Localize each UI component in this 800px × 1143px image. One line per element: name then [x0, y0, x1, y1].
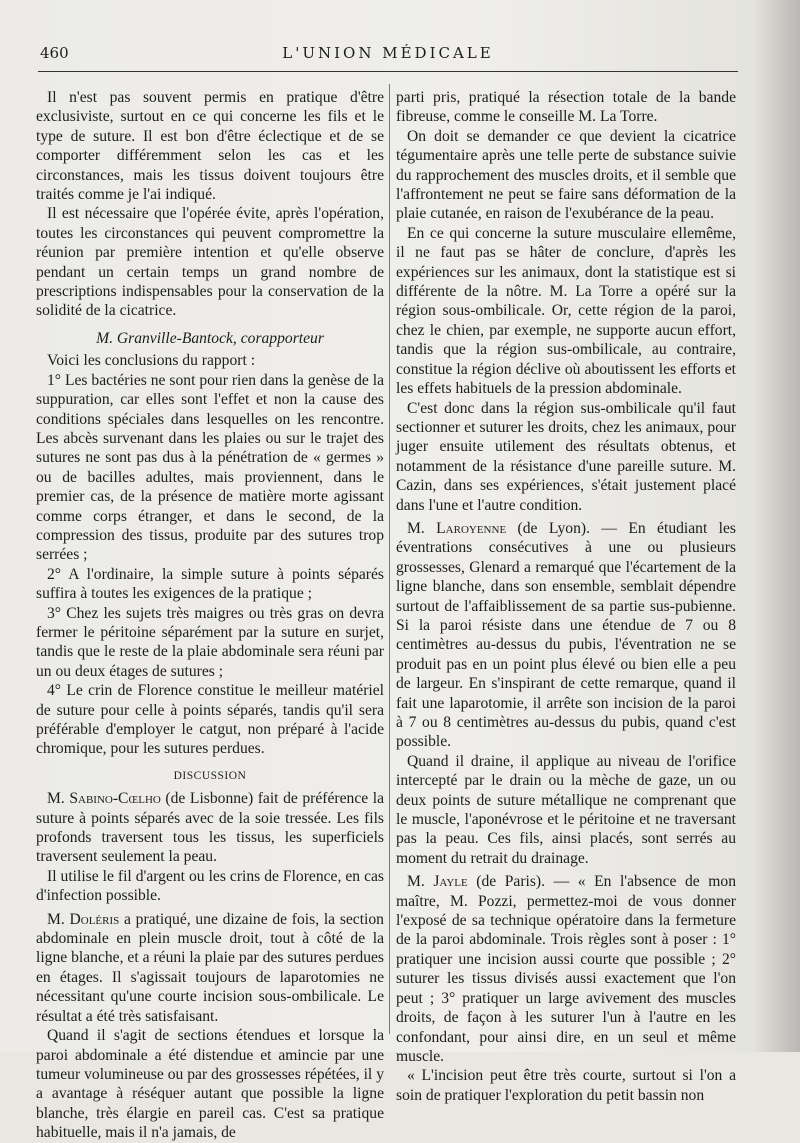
- paragraph-text: (de Lyon). — En étudiant les éventrations consécutives à une ou plusieurs grossesses, Glenard a remarqué que l'écartement de la ligne blanche, dans son ensemble, semblait dépendre surtout de l'affaiblissement de sa partie sus-pubienne. Si la paroi résiste dans une étendue de 7 ou 8 centimètres au-dessus du pubis, l'éventration ne se produit pas en un point plus élevé ou bien elle a peu de largeur. En s'inspirant de cette remarque, quand il fait une laparotomie, il arrête son incision de la paroi à 7 ou 8 centimètres au-dessus du pubis, quand c'est possible.: [396, 519, 736, 751]
- paragraph: « L'incision peut être très courte, surtout si l'on a soin de pratiquer l'exploration du petit bassin non: [396, 1067, 736, 1104]
- conclusion-item: 1° Les bactéries ne sont pour rien dans la genèse de la suppuration, car elles sont l'effet et non la cause des conditions spéciales dans lesquelles on les rencontre. Les abcès survenant dans les plaies ou sur le trajet des sutures ne sont pas dus à la pénétration de « germes » ou de bacilles adultes, mais proviennent, dans le premier cas, de la présence de matière morte agissant comme corps étranger, et dans le second, de la compression des tissus, produite par des sutures trop serrées ;: [36, 371, 384, 564]
- right-column: [396, 88, 736, 1105]
- paragraph: [36, 910, 384, 1026]
- speaker-name: M. Sabino-Cœlho: [47, 790, 161, 808]
- conclusion-item: 3° Chez les sujets très maigres ou très gras on devra fermer le péritoine séparément par la suture en surjet, tandis que le reste de la plaie abdominale sera réuni par un ou deux étages de sutures ;: [36, 604, 384, 680]
- paragraph: Quand il draine, il applique au niveau de l'orifice intercepté par le drain ou la mèche de gaze, un ou deux points de suture métallique ne comprenant que le muscle, l'aponévrose et le péritoine et ne traversant pas la peau. Ces fils, ainsi placés, sont serrés au moment du retrait du drainage.: [396, 752, 736, 867]
- paragraph: parti pris, pratiqué la résection totale de la bande fibreuse, comme le conseille M. La Torre.: [396, 89, 736, 126]
- speaker-name: M. Jayle: [407, 873, 468, 891]
- paragraph-text: (de Lisbonne) fait de préférence la suture à points séparés avec de la soie tressée. Les fils profonds traversent tous les tissus, les superficiels traversent seulement la peau.: [36, 790, 385, 866]
- left-column: [36, 88, 384, 1143]
- page-header: [40, 44, 736, 66]
- paragraph: [36, 789, 384, 867]
- speaker-name: M. Doléris: [47, 910, 120, 928]
- paragraph: [396, 872, 736, 1066]
- paragraph: Il utilise le fil d'argent ou les crins de Florence, en cas d'infection possible.: [36, 867, 384, 905]
- paragraph: Quand il s'agit de sections étendues et lorsque la paroi abdominale a été distendue et amincie par une tumeur volumineuse ou par des grossesses répétées, il y a avantage à réséquer autant que possible la ligne blanche, très élargie en pareil cas. C'est sa pratique habituelle, mais il n'a jamais, de: [36, 1027, 384, 1142]
- paragraph: On doit se demander ce que devient la cicatrice tégumentaire après une telle perte de substance suivie du rapprochement des muscles droits, et il semble que l'affrontement ne peut se faire sans déformation de la plaie cutanée, en raison de l'exubérance de la peau.: [396, 127, 736, 223]
- paragraph: Il n'est pas souvent permis en pratique d'être exclusiviste, surtout en ce qui concerne les fils et le type de suture. Il est bon d'être éclectique et de se comporter différemment selon les cas et les circonstances, mais les tissus doivent toujours être traités comme je l'ai indiqué.: [36, 89, 384, 204]
- speaker-name: M. Laroyenne: [407, 519, 507, 537]
- paragraph: Il est nécessaire que l'opérée évite, après l'opération, toutes les circonstances qui peuvent compromettre la réunion par première intention et qu'elle observe pendant un certain temps un grand nombre de prescriptions indispensables pour la conservation de la solidité de la cicatrice.: [36, 205, 384, 320]
- running-title: L'UNION MÉDICALE: [282, 44, 494, 62]
- conclusion-item: 2° A l'ordinaire, la simple suture à points séparés suffira à toutes les exigences de la pratique ;: [36, 565, 384, 603]
- paragraph: Voici les conclusions du rapport :: [47, 352, 256, 370]
- paragraph-text: (de Paris). — « En l'absence de mon maître, M. Pozzi, permettez-moi de vous donner l'exposé de sa technique opératoire dans la fermeture de la paroi abdominale. Trois règles sont à poser : 1° pratiquer une incision aussi courte que possible ; 2° suturer les tissus divisés aussi exactement que l'on peut ; 3° pratiquer un large avivement des muscles droits, de façon à les suturer l'un à l'autre en les confondant, pour ainsi dire, en un seul et même muscle.: [396, 873, 736, 1065]
- paragraph: [396, 519, 736, 752]
- conclusion-item: 4° Le crin de Florence constitue le meilleur matériel de suture pour celle à points séparés, tandis qu'il sera préférable d'employer le catgut, non préparé à l'acide chromique, pour les sutures perdues.: [36, 682, 384, 758]
- paragraph-text: a pratiqué, une dizaine de fois, la section abdominale en plein muscle droit, tout à côté de la ligne blanche, et a réuni la plaie par des sutures perdues en étages. Il s'agissait toujours de laparotomies ne nécessitant qu'une courte incision sous-ombilicale. Le résultat a été très satisfaisant.: [36, 910, 384, 1025]
- paragraph: En ce qui concerne la suture musculaire ellemême, il ne faut pas se hâter de conclure, d'après les expériences sur les animaux, dont la statistique est si différente de la nôtre. M. La Torre a opéré sur la région sous-ombilicale. Or, cette région de la paroi, chez le chien, par exemple, ne supporte aucun effort, tandis que la région sus-ombilicale, au contraire, constitue la région déclive où aboutissent les efforts et les effets habituels de la pression abdominale.: [396, 224, 736, 398]
- paragraph: C'est donc dans la région sus-ombilicale qu'il faut sectionner et suturer les droits, chez les animaux, pour juger ensuite utilement des résultats obtenus, et notamment de la résistance d'une pareille suture. M. Cazin, dans ses expériences, s'était justement placé dans l'une et l'autre condition.: [396, 399, 736, 514]
- page-number: 460: [40, 44, 69, 62]
- section-heading: M. Granville-Bantock, corapporteur: [96, 329, 324, 347]
- column-divider: [389, 84, 390, 1034]
- discussion-heading: DISCUSSION: [173, 769, 247, 782]
- header-rule: [38, 71, 738, 72]
